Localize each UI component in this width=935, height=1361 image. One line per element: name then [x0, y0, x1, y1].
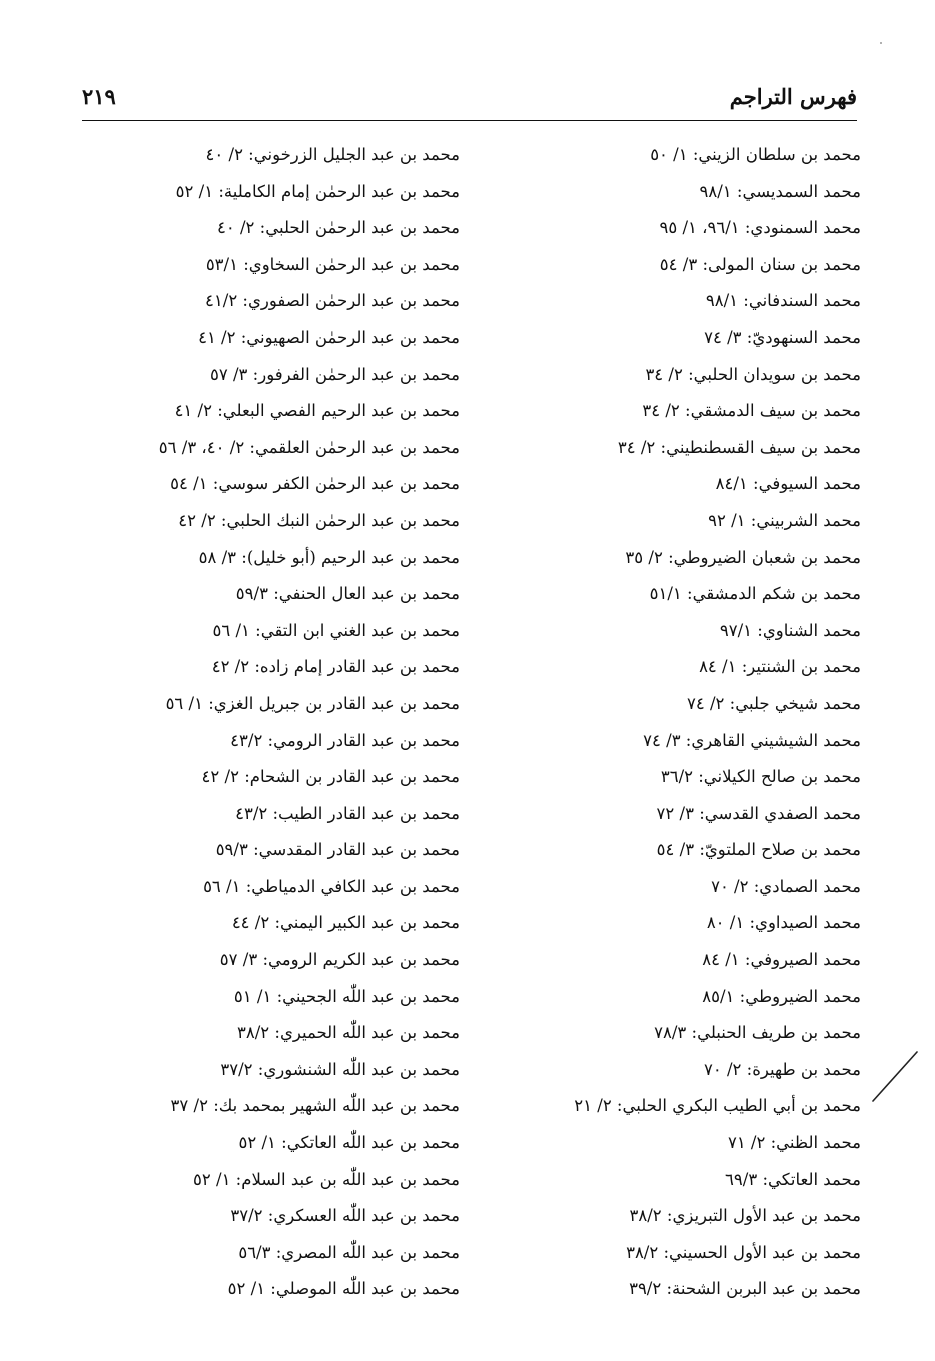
index-entry: محمد بن عبد الأول الحسيني: ٣٨/٢	[626, 1242, 861, 1262]
index-entry: محمد بن عبد اللّٰه العسكري: ٣٧/٢	[230, 1206, 460, 1226]
index-entry: محمد بن عبد اللّٰه العاتكي: ١/ ٥٢	[238, 1133, 460, 1153]
index-entry: محمد بن عبد الرحمٰن إمام الكاملية: ١/ ٥٢	[175, 181, 460, 201]
index-entry: محمد بن عبد القادر الطيب: ٤٣/٢	[235, 803, 460, 823]
scan-speck	[880, 42, 882, 44]
index-entry: محمد الصيروفي: ١/ ٨٤	[702, 950, 861, 970]
index-entry: محمد بن عبد الكبير اليمني: ٢/ ٤٤	[231, 913, 460, 933]
index-entry: محمد السيوفي: ٨٤/١	[715, 474, 861, 494]
index-entry: محمد بن الشنتير: ١/ ٨٤	[699, 657, 861, 677]
header-rule	[82, 120, 857, 121]
index-entry: محمد بن عبد اللّٰه الجحيني: ١/ ٥١	[233, 986, 460, 1006]
index-column-left	[85, 137, 460, 1308]
index-entry: محمد بن عبد اللّٰه الموصلي: ١/ ٥٢	[227, 1279, 460, 1299]
index-entry: محمد بن عبد البربن الشحنة: ٣٩/٢	[629, 1279, 861, 1299]
running-head-title: فهرس التراجم	[729, 84, 857, 109]
index-entry: محمد بن أبي الطيب البكري الحلبي: ٢/ ٢١	[574, 1096, 861, 1116]
index-entry: محمد الشناوي: ٩٧/١	[719, 620, 861, 640]
index-entry: محمد شيخي جلبي: ٢/ ٧٤	[686, 693, 861, 713]
index-entry: محمد السمديسي: ٩٨/١	[699, 181, 861, 201]
index-entry: محمد بن عبد الكافي الدمياطي: ١/ ٥٦	[203, 876, 460, 896]
index-entry: محمد بن عبد الأول التبريزي: ٣٨/٢	[629, 1206, 861, 1226]
index-entry: محمد بن عبد اللّٰه المصري: ٥٦/٣	[238, 1242, 460, 1262]
index-entry: محمد بن عبد القادر الرومي: ٤٣/٢	[230, 730, 460, 750]
index-entry: محمد بن عبد الرحمٰن النبك الحلبي: ٢/ ٤٢	[178, 510, 460, 530]
index-entry: محمد بن عبد الرحمٰن الصهيوني: ٢/ ٤١	[198, 327, 460, 347]
index-entry: محمد بن سنان المولى: ٣/ ٥٤	[659, 254, 861, 274]
index-entry: محمد بن عبد الرحمٰن العلقمي: ٢/ ٤٠، ٣/ ٥٦	[158, 437, 460, 457]
index-entry: محمد الظني: ٢/ ٧١	[727, 1133, 861, 1153]
index-entry: محمد بن عبد اللّٰه الشهير بمحمد بك: ٢/ ٣٧	[170, 1096, 460, 1116]
index-entry: محمد العاتكي: ٦٩/٣	[725, 1169, 861, 1189]
handwritten-margin-stroke	[870, 1050, 920, 1105]
index-entry: محمد بن عبد القادر بن جبريل الغزي: ١/ ٥٦	[165, 693, 460, 713]
index-entry: محمد السمنودي: ٩٦/١، ١/ ٩٥	[659, 218, 861, 238]
index-entry: محمد بن عبد الرحمٰن الفرفور: ٣/ ٥٧	[210, 364, 460, 384]
index-entry: محمد بن عبد القادر المقدسي: ٥٩/٣	[215, 840, 460, 860]
index-entry: محمد بن عبد القادر إمام زاده: ٢/ ٤٢	[211, 657, 460, 677]
index-entry: محمد بن سويدان الحلبي: ٢/ ٣٤	[645, 364, 861, 384]
index-column-right	[501, 137, 861, 1308]
index-entry: محمد بن سلطان الزيني: ١/ ٥٠	[650, 145, 861, 164]
index-entry: محمد بن عبد العال الحنفي: ٥٩/٣	[235, 584, 460, 604]
index-entry: محمد بن عبد الرحمٰن الصفوري: ٤١/٢	[205, 291, 460, 311]
index-entry: محمد بن عبد اللّٰه الشنشوري: ٣٧/٢	[220, 1059, 460, 1079]
page-header	[82, 78, 857, 118]
index-entry: محمد بن سيف القسطنطيني: ٢/ ٣٤	[617, 437, 861, 457]
index-entry: محمد الشيشيني القاهري: ٣/ ٧٤	[643, 730, 861, 750]
index-entry: محمد بن عبد اللّٰه بن عبد السلام: ١/ ٥٢	[193, 1169, 460, 1189]
index-entry: محمد بن عبد الرحمٰن السخاوي: ٥٣/١	[205, 254, 460, 274]
index-entry: محمد الصيداوي: ١/ ٨٠	[706, 913, 861, 933]
index-entry: محمد بن شعبان الضيروطي: ٢/ ٣٥	[625, 547, 861, 567]
index-entry: محمد بن عبد الرحيم الفصي البعلي: ٢/ ٤١	[174, 401, 460, 421]
index-entry: محمد بن عبد اللّٰه الحميري: ٣٨/٢	[237, 1023, 460, 1043]
index-entry: محمد بن طهيرة: ٢/ ٧٠	[703, 1059, 861, 1079]
index-entry: محمد بن عبد الرحيم (أبو خليل): ٣/ ٥٨	[198, 547, 460, 567]
index-entry: محمد السنهوديّ: ٣/ ٧٤	[704, 327, 861, 347]
index-entry: محمد الصفدي القدسي: ٣/ ٧٢	[656, 803, 861, 823]
index-entry: محمد بن طريف الحنبلي: ٧٨/٣	[654, 1023, 861, 1043]
index-entry: محمد الشربيني: ١/ ٩٢	[708, 510, 861, 530]
index-entry: محمد الصمادي: ٢/ ٧٠	[711, 876, 861, 896]
index-entry: محمد بن عبد الغني ابن التقي: ١/ ٥٦	[212, 620, 460, 640]
index-entry: محمد بن سيف الدمشقي: ٢/ ٣٤	[642, 401, 861, 421]
page-number: ٢١٩	[82, 84, 116, 109]
index-entry: محمد السندفاني: ٩٨/١	[705, 291, 861, 311]
index-entry: محمد الضيروطي: ٨٥/١	[702, 986, 861, 1006]
index-entry: محمد بن عبد الجليل الزرخوني: ٢/ ٤٠	[205, 145, 460, 164]
index-entry: محمد بن صالح الكيلاني: ٣٦/٢	[660, 767, 861, 787]
index-entry: محمد بن صلاح الملتويّ: ٣/ ٥٤	[656, 840, 861, 860]
index-entry: محمد بن عبد الرحمٰن الكفر سوسي: ١/ ٥٤	[170, 474, 460, 494]
index-entry: محمد بن عبد القادر بن الشحام: ٢/ ٤٢	[201, 767, 460, 787]
index-entry: محمد بن عبد الكريم الرومي: ٣/ ٥٧	[219, 950, 460, 970]
index-entry: محمد بن عبد الرحمٰن الحلبي: ٢/ ٤٠	[216, 218, 460, 238]
index-entry: محمد بن شكم الدمشقي: ٥١/١	[649, 584, 861, 604]
